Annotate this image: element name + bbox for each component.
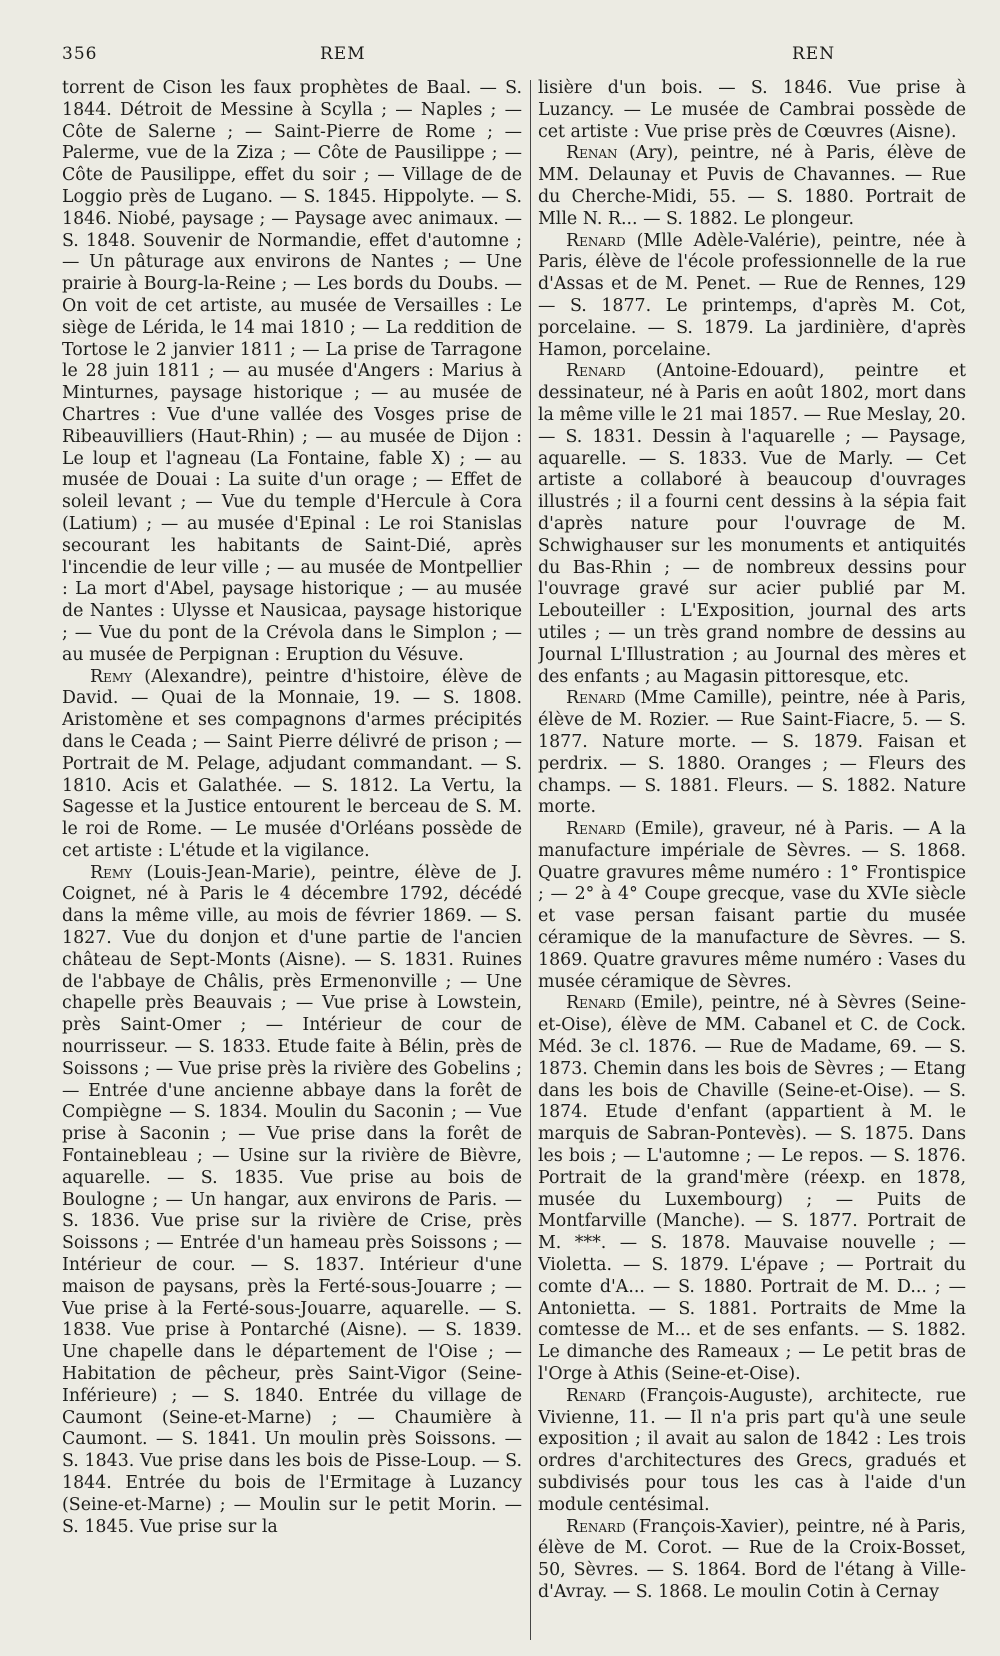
entry-continued: lisière d'un bois. — S. 1846. Vue prise à Luzancy. — Le musée de Cambrai possède de cet artiste : Vue prise près de Cœuvres (Aisne). xyxy=(538,78,966,142)
entry-renard-francois-auguste xyxy=(538,1386,966,1517)
entry-text: (François-Xavier), peintre, né à Paris, élève de M. Corot. — Rue de la Croix-Bosset, 50, Sèvres. — S. 1864. Bord de l'étang à Ville-d'Avray. — S. 1868. Le moulin Cotin à Cernay xyxy=(538,1516,966,1602)
entry-renard-camille xyxy=(538,688,966,819)
entry-renard-francois-xavier xyxy=(538,1517,966,1604)
entry-remy-louis xyxy=(62,863,522,1539)
entry-text: (Mme Camille), peintre, née à Paris, élève de M. Rozier. — Rue Saint-Fiacre, 5. — S. 1877. Nature morte. — S. 1879. Faisan et perdrix. — S. 1880. Oranges ; — Fleurs des champs. — S. 1881. Fleurs. — S. 1882. Nature morte. xyxy=(538,688,966,818)
entry-headword: Remy xyxy=(90,862,133,883)
entry-text: (François-Auguste), architecte, rue Vivienne, 11. — Il n'a pris part qu'à une seule exposition ; il avait au salon de 1842 : Les trois ordres d'architectures des Grecs, gradués et subdivisés pour tous les cas à l'aide d'un module centésimal. xyxy=(538,1385,966,1515)
column-divider xyxy=(530,80,531,1640)
entry-headword: Renard xyxy=(566,361,626,382)
entry-renan-ary xyxy=(538,143,966,230)
entry-text: (Louis-Jean-Marie), peintre, élève de J. Coignet, né à Paris le 4 décembre 1792, décédé dans la même ville, au mois de février 1869. — S. 1827. Vue du donjon et d'une partie de l'ancien château de Sept-Monts (Aisne). — S. 1831. Ruines de l'abbaye de Châlis, près Ermenonville ; — Une chapelle près Beauvais ; — Vue prise à Lowstein, près Saint-Omer ; — Intérieur de cour de nourrisseur. — S. 1833. Etude faite à Bélin, près de Soissons ; — Vue prise près la rivière des Gobelins ; — Entrée d'une ancienne abbaye dans la forêt de Compiègne — S. 1834. Moulin du Saconin ; — Vue prise à Saconin ; — Vue prise dans la forêt de Fontainebleau ; — Usine sur la rivière de Bièvre, aquarelle. — S. 1835. Vue prise au bois de Boulogne ; — Un hangar, aux environs de Paris. — S. 1836. Vue prise sur la rivière de Crise, près Soissons ; — Entrée d'un hameau près Soissons ; — Intérieur de cour. — S. 1837. Intérieur d'une maison de paysans, près la Ferté-sous-Jouarre ; — Vue prise à la Ferté-sous-Jouarre, aquarelle. — S. 1838. Vue prise à Pontarché (Aisne). — S. 1839. Une chapelle dans le département de l'Oise ; — Habitation de pêcheur, près Saint-Vigor (Seine-Inférieure) ; — S. 1840. Entrée du village de Caumont (Seine-et-Marne) ; — Chaumière à Caumont. — S. 1841. Un moulin près Soissons. — S. 1843. Vue prise dans les bois de Pisse-Loup. — S. 1844. Entrée du bois de l'Ermitage à Luzancy (Seine-et-Marne) ; — Moulin sur le petit Morin. — S. 1845. Vue prise sur la xyxy=(62,862,522,1537)
running-head-right: REN xyxy=(792,44,836,64)
entry-headword: Renard xyxy=(566,688,626,709)
entry-remy-alexandre xyxy=(62,667,522,863)
entry-headword: Renard xyxy=(566,1385,626,1406)
left-column xyxy=(62,78,522,1638)
entry-text: (Emile), peintre, né à Sèvres (Seine-et-Oise), élève de MM. Cabanel et C. de Cock. Méd. 3e cl. 1876. — Rue de Madame, 69. — S. 1873. Chemin dans les bois de Sèvres ; — Etang dans les bois de Chaville (Seine-et-Oise). — S. 1874. Etude d'enfant (appartient à M. le marquis de Sabran-Pontevès). — S. 1875. Dans les bois ; — L'automne ; — Le repos. — S. 1876. Portrait de la grand'mère (réexp. en 1878, musée du Luxembourg) ; — Puits de Montfarville (Manche). — S. 1877. Portrait de M. ***. — S. 1878. Mauvaise nouvelle ; — Violetta. — S. 1879. L'épave ; — Portrait du comte d'A... — S. 1880. Portrait de M. D... ; — Antonietta. — S. 1881. Portraits de Mme la comtesse de M... et de ses enfants. — S. 1882. Le dimanche des Rameaux ; — Le petit bras de l'Orge à Athis (Seine-et-Oise). xyxy=(538,993,966,1385)
entry-text: (Mlle Adèle-Valérie), peintre, née à Paris, élève de l'école professionnelle de la rue d'Assas et de M. Penet. — Rue de Rennes, 129 — S. 1877. Le printemps, d'après M. Cot, porcelaine. — S. 1879. La jardinière, d'après Hamon, porcelaine. xyxy=(538,230,966,360)
page-header xyxy=(62,44,942,74)
entry-headword: Renan xyxy=(566,143,618,164)
entry-text: (Antoine-Edouard), peintre et dessinateur, né à Paris en août 1802, mort dans la même ville le 21 mai 1857. — Rue Meslay, 20. — S. 1831. Dessin à l'aquarelle ; — Paysage, aquarelle. — S. 1833. Vue de Marly. — Cet artiste a collaboré à beaucoup d'ouvrages illustrés ; il a fourni cent dessins à la sépia fait d'après nature pour l'ouvrage de M. Schwighauser sur les monuments et antiquités du Bas-Rhin ; — de nombreux dessins pour l'ouvrage gravé sur acier publié par M. Lebouteiller : L'Exposition, journal des arts utiles ; — un très grand nombre de dessins au Journal L'Illustration ; au Journal des mères et des enfants ; au Magasin pittoresque, etc. xyxy=(538,361,966,687)
entry-text: (Emile), graveur, né à Paris. — A la manufacture impériale de Sèvres. — S. 1868. Quatre gravures même numéro : 1° Frontispice ; — 2° à 4° Coupe grecque, vase du XVIe siècle et vase persan faisant partie du musée céramique de la manufacture de Sèvres. — S. 1869. Quatre gravures même numéro : Vases du musée céramique de Sèvres. xyxy=(538,819,966,992)
entry-renard-emile-peintre xyxy=(538,993,966,1385)
entry-text: (Alexandre), peintre d'histoire, élève de David. — Quai de la Monnaie, 19. — S. 1808. Aristomène et ses compagnons d'armes précipités dans le Ceada ; — Saint Pierre délivré de prison ; — Portrait de M. Pelage, adjudant commandant. — S. 1810. Acis et Galathée. — S. 1812. La Vertu, la Sagesse et la Justice entourent le berceau de S. M. le roi de Rome. — Le musée d'Orléans possède de cet artiste : L'étude et la vigilance. xyxy=(62,666,522,861)
entry-renard-adele xyxy=(538,231,966,362)
entry-renard-emile-graveur xyxy=(538,819,966,993)
entry-text: (Ary), peintre, né à Paris, élève de MM. Delaunay et Puvis de Chavannes. — Rue du Cherche-Midi, 55. — S. 1880. Portrait de Mlle N. R... — S. 1882. Le plongeur. xyxy=(538,143,966,229)
entry-headword: Renard xyxy=(566,993,626,1014)
entry-headword: Remy xyxy=(90,666,133,687)
right-column xyxy=(538,78,966,1638)
running-head-left: REM xyxy=(320,44,366,64)
entry-headword: Renard xyxy=(566,230,626,251)
entry-continued: torrent de Cison les faux prophètes de Baal. — S. 1844. Détroit de Messine à Scylla ; — Naples ; — Côte de Salerne ; — Saint-Pierre de Rome ; — Palerme, vue de la Ziza ; — Côte de Pausilippe ; — Côte de Pausilippe, effet du soir ; — Village de de Loggio près de Lugano. — S. 1845. Hippolyte. — S. 1846. Niobé, paysage ; — Paysage avec animaux. — S. 1848. Souvenir de Normandie, effet d'automne ; — Un pâturage aux environs de Nantes ; — Une prairie à Bourg-la-Reine ; — Les bords du Doubs. — On voit de cet artiste, au musée de Versailles : Le siège de Lérida, le 14 mai 1810 ; — La reddition de Tortose le 2 janvier 1811 ; — La prise de Tarragone le 28 juin 1811 ; — au musée d'Angers : Marius à Minturnes, paysage historique ; — au musée de Chartres : Vue d'une vallée des Vosges prise de Ribeauvilliers (Haut-Rhin) ; — au musée de Dijon : Le loup et l'agneau (La Fontaine, fable X) ; — au musée de Douai : La suite d'un orage ; — Effet de soleil levant ; — Vue du temple d'Hercule à Cora (Latium) ; — au musée d'Epinal : Le roi Stanislas secourant les habitants de Saint-Dié, après l'incendie de leur ville ; — au musée de Montpellier : La mort d'Abel, paysage historique ; — au musée de Nantes : Ulysse et Nausicaa, paysage historique ; — Vue du pont de la Crévola dans le Simplon ; — au musée de Perpignan : Eruption du Vésuve. xyxy=(62,78,522,665)
page-number: 356 xyxy=(62,44,98,64)
entry-renard-antoine xyxy=(538,361,966,688)
entry-headword: Renard xyxy=(566,1516,626,1537)
entry-headword: Renard xyxy=(566,819,626,840)
